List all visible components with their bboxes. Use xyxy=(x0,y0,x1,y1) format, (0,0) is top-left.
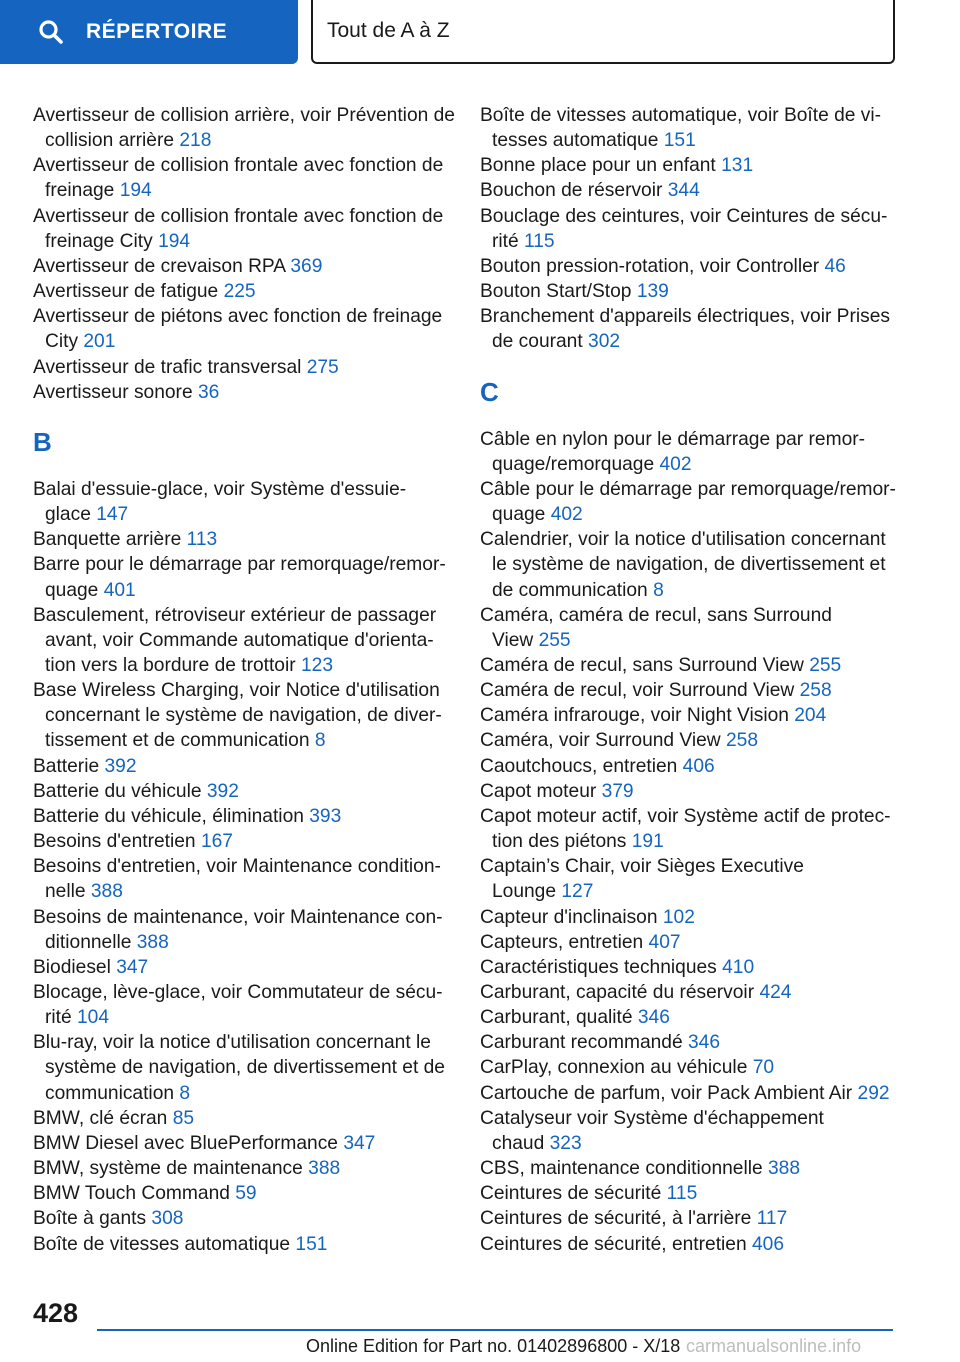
entry-text: CBS, maintenance conditionnelle xyxy=(480,1158,763,1180)
page-link[interactable]: 392 xyxy=(104,755,137,777)
index-entry xyxy=(480,779,900,804)
index-entry xyxy=(480,178,900,203)
page-link[interactable]: 344 xyxy=(667,180,700,202)
index-entry xyxy=(480,1005,900,1030)
footer-divider xyxy=(97,1329,893,1331)
page-link[interactable]: 258 xyxy=(726,730,759,752)
section-letter: B xyxy=(33,426,52,457)
page-link[interactable]: 36 xyxy=(197,381,220,403)
page-link[interactable]: 393 xyxy=(309,805,342,827)
index-entry xyxy=(33,1181,453,1206)
entry-text: Batterie du véhicule, élimination xyxy=(33,805,304,827)
page-link[interactable]: 255 xyxy=(538,629,571,651)
page-link[interactable]: 151 xyxy=(663,130,696,152)
index-entry xyxy=(480,153,900,178)
index-entry xyxy=(480,905,900,930)
page-link[interactable]: 388 xyxy=(136,931,169,953)
entry-text: Blu-ray, voir la notice d'utilisation concernant le xyxy=(33,1032,431,1054)
page-link[interactable]: 131 xyxy=(721,155,754,177)
tab-index[interactable] xyxy=(0,0,298,64)
entry-text: Bonne place pour un enfant xyxy=(480,155,716,177)
entry-text: Boîte à gants xyxy=(33,1208,147,1230)
page-link[interactable]: 402 xyxy=(550,504,583,526)
entry-text: quage/remorquage xyxy=(492,453,655,475)
entry-text: quage xyxy=(492,504,546,526)
page-link[interactable]: 302 xyxy=(588,331,621,353)
entry-text: Caméra de recul, voir Surround View xyxy=(480,680,795,702)
page-link[interactable]: 346 xyxy=(637,1007,670,1029)
entry-text: Caoutchoucs, entretien xyxy=(480,755,678,777)
page-link[interactable]: 127 xyxy=(561,881,594,903)
entry-text: Avertisseur de fatigue xyxy=(33,281,219,303)
entry-text: rité xyxy=(45,1007,72,1029)
page-link[interactable]: 406 xyxy=(751,1233,784,1255)
page-link[interactable]: 8 xyxy=(314,730,326,752)
page-link[interactable]: 139 xyxy=(636,281,669,303)
entry-text: Carburant, qualité xyxy=(480,1007,633,1029)
entry-text: Blocage, lève-glace, voir Commutateur de sécu- xyxy=(33,982,443,1003)
page-link[interactable]: 147 xyxy=(96,504,129,526)
page-link[interactable]: 102 xyxy=(662,906,695,928)
index-entry xyxy=(33,380,453,405)
entry-text: de communication xyxy=(492,579,648,601)
page-link[interactable]: 347 xyxy=(116,956,149,978)
entry-text: système de navigation, de divertissement et de xyxy=(45,1057,445,1079)
index-entry xyxy=(480,703,900,728)
page-link[interactable]: 104 xyxy=(77,1007,110,1029)
entry-text: rité xyxy=(492,230,519,252)
page-footer xyxy=(0,1290,960,1362)
page-link[interactable]: 113 xyxy=(186,529,218,551)
entry-text: nelle xyxy=(45,881,86,903)
index-entry xyxy=(480,1106,900,1156)
index-entry xyxy=(33,754,453,779)
entry-text: Avertisseur de collision arrière, voir Prévention de xyxy=(33,105,455,126)
page-link[interactable]: 410 xyxy=(722,956,755,978)
index-entry xyxy=(33,153,453,203)
page-link[interactable]: 117 xyxy=(756,1208,788,1230)
page-link[interactable]: 258 xyxy=(799,680,832,702)
entry-text: quage xyxy=(45,579,99,601)
page-link[interactable]: 369 xyxy=(290,255,323,277)
entry-text: Capteurs, entretien xyxy=(480,931,644,953)
index-entry xyxy=(33,103,453,153)
entry-text: Barre pour le démarrage par remorquage/remor- xyxy=(33,554,446,576)
index-entry xyxy=(480,1081,900,1106)
entry-text: Captain’s Chair, voir Sièges Executive xyxy=(480,856,804,878)
page-link[interactable]: 388 xyxy=(90,881,123,903)
entry-text: Bouclage des ceintures, voir Ceintures de sécu- xyxy=(480,205,888,227)
index-entry xyxy=(33,854,453,904)
index-entry xyxy=(480,204,900,254)
page-link[interactable]: 167 xyxy=(200,831,233,853)
index-entry xyxy=(33,1106,453,1131)
entry-text: le système de navigation, de divertissement et xyxy=(492,554,886,576)
top-navigation xyxy=(0,0,960,66)
entry-text: ditionnelle xyxy=(45,931,132,953)
page-link[interactable]: 225 xyxy=(223,281,256,303)
entry-text: Banquette arrière xyxy=(33,529,182,551)
index-entry xyxy=(33,779,453,804)
entry-text: Besoins d'entretien, voir Maintenance condition- xyxy=(33,856,441,878)
index-entry xyxy=(480,804,900,854)
page-link[interactable]: 46 xyxy=(824,255,846,277)
index-entry xyxy=(33,254,453,279)
page-link[interactable]: 255 xyxy=(809,654,842,676)
index-entry xyxy=(33,279,453,304)
index-entry xyxy=(480,304,900,354)
tab-a-to-z[interactable]: Tout de A à Z xyxy=(311,0,895,64)
index-entry xyxy=(480,955,900,980)
entry-text: Bouchon de réservoir xyxy=(480,180,663,202)
page-link[interactable]: 275 xyxy=(306,356,339,378)
index-entry xyxy=(33,955,453,980)
entry-text: Avertisseur sonore xyxy=(33,381,193,403)
index-entry xyxy=(480,1181,900,1206)
page-link[interactable]: 201 xyxy=(83,331,116,353)
index-entry xyxy=(480,103,900,153)
index-entry xyxy=(480,1206,900,1231)
entry-text: Avertisseur de crevaison RPA xyxy=(33,255,286,277)
index-entry xyxy=(480,728,900,753)
index-entry xyxy=(480,653,900,678)
index-entry xyxy=(480,1232,900,1257)
page-link[interactable]: 406 xyxy=(682,755,715,777)
page-link[interactable]: 388 xyxy=(768,1158,801,1180)
page-link[interactable]: 292 xyxy=(857,1082,890,1104)
index-entry xyxy=(33,804,453,829)
entry-text: Lounge xyxy=(492,881,557,903)
watermark-text: carmanualsonline.info xyxy=(686,1336,862,1356)
page-link[interactable]: 85 xyxy=(172,1107,195,1129)
index-entry xyxy=(480,1030,900,1055)
entry-text: Batterie du véhicule xyxy=(33,780,202,802)
index-entry xyxy=(33,552,453,602)
index-entry xyxy=(33,204,453,254)
entry-text: Avertisseur de trafic transversal xyxy=(33,356,302,378)
index-entry xyxy=(480,930,900,955)
index-entry xyxy=(33,980,453,1030)
page-link[interactable]: 123 xyxy=(300,654,333,676)
entry-text: freinage City xyxy=(45,230,153,252)
entry-text: Carburant recommandé xyxy=(480,1032,683,1054)
index-entry xyxy=(33,304,453,354)
entry-text: freinage xyxy=(45,180,115,202)
entry-text: BMW Diesel avec BluePerformance xyxy=(33,1132,338,1154)
entry-text: communication xyxy=(45,1082,175,1104)
page-link[interactable]: 8 xyxy=(179,1082,191,1104)
page-link[interactable]: 323 xyxy=(549,1132,582,1154)
index-entry xyxy=(33,829,453,854)
entry-text: BMW Touch Command xyxy=(33,1183,230,1205)
entry-text: Caméra infrarouge, voir Night Vision xyxy=(480,705,789,727)
index-entry xyxy=(33,678,453,753)
entry-text: View xyxy=(492,629,534,651)
page-link[interactable]: 218 xyxy=(179,130,212,152)
entry-text: Boîte de vitesses automatique xyxy=(33,1233,291,1255)
entry-text: concernant le système de navigation, de diver- xyxy=(45,705,442,727)
page-link[interactable]: 70 xyxy=(752,1057,775,1079)
index-entry xyxy=(480,603,900,653)
entry-text: Besoins d'entretien xyxy=(33,831,196,853)
index-entry xyxy=(33,527,453,552)
entry-text: tissement et de communication xyxy=(45,730,310,752)
index-entry xyxy=(480,1156,900,1181)
index-entry xyxy=(33,477,453,527)
entry-text: Base Wireless Charging, voir Notice d'utilisation xyxy=(33,680,440,702)
page-link[interactable]: 59 xyxy=(235,1183,257,1205)
page-link[interactable]: 191 xyxy=(631,831,664,853)
section-letter: C xyxy=(480,376,499,407)
page-number: 428 xyxy=(33,1298,79,1328)
search-icon xyxy=(38,19,64,45)
entry-text: Bouton pression-rotation, voir Controller xyxy=(480,255,820,277)
page-link[interactable]: 388 xyxy=(308,1158,341,1180)
page-link[interactable]: 194 xyxy=(158,230,191,252)
page-link[interactable]: 204 xyxy=(794,705,827,727)
index-entry xyxy=(480,527,900,602)
page-link[interactable]: 424 xyxy=(759,982,792,1003)
entry-text: Besoins de maintenance, voir Maintenance con- xyxy=(33,906,443,928)
entry-text: Bouton Start/Stop xyxy=(480,281,632,303)
page-link[interactable]: 151 xyxy=(295,1233,328,1255)
page-link[interactable]: 407 xyxy=(648,931,681,953)
page-link[interactable]: 392 xyxy=(206,780,239,802)
entry-text: de courant xyxy=(492,331,583,353)
index-entry xyxy=(480,477,900,527)
entry-text: tesses automatique xyxy=(492,130,659,152)
entry-text: Carburant, capacité du réservoir xyxy=(480,982,755,1003)
page-link[interactable]: 347 xyxy=(343,1132,376,1154)
index-entry xyxy=(480,854,900,904)
page-link[interactable]: 194 xyxy=(119,180,152,202)
index-entry xyxy=(480,427,900,477)
entry-text: Avertisseur de collision frontale avec fonction de xyxy=(33,155,444,177)
entry-text: tion des piétons xyxy=(492,831,627,853)
entry-text: Biodiesel xyxy=(33,956,111,978)
page-link[interactable]: 308 xyxy=(151,1208,184,1230)
entry-text: Avertisseur de piétons avec fonction de freinage xyxy=(33,306,443,328)
index-entry xyxy=(33,905,453,955)
entry-text: City xyxy=(45,331,79,353)
index-entry xyxy=(33,1131,453,1156)
entry-text: Ceintures de sécurité, à l'arrière xyxy=(480,1208,752,1230)
index-column-right xyxy=(480,103,900,1257)
index-entry xyxy=(480,678,900,703)
edition-text: Online Edition for Part no. 01402896800 - X/18 xyxy=(306,1336,681,1356)
entry-text: Batterie xyxy=(33,755,100,777)
entry-text: Basculement, rétroviseur extérieur de passager xyxy=(33,604,437,626)
entry-text: Branchement d'appareils électriques, voir Prises xyxy=(480,306,890,328)
index-entry xyxy=(480,254,900,279)
page-link[interactable]: 346 xyxy=(687,1032,720,1054)
page-link[interactable]: 115 xyxy=(666,1183,698,1205)
index-entry xyxy=(33,1156,453,1181)
entry-text: Ceintures de sécurité xyxy=(480,1183,662,1205)
index-entry xyxy=(33,603,453,678)
index-entry xyxy=(33,1206,453,1231)
index-entry xyxy=(33,1030,453,1105)
entry-text: Capot moteur actif, voir Système actif de protec- xyxy=(480,805,891,827)
entry-text: chaud xyxy=(492,1132,545,1154)
page-link[interactable]: 401 xyxy=(103,579,136,601)
entry-text: Caméra, caméra de recul, sans Surround xyxy=(480,604,832,626)
entry-text: Capteur d'inclinaison xyxy=(480,906,658,928)
page-link[interactable]: 379 xyxy=(601,780,634,802)
index-column-left xyxy=(33,103,453,1257)
entry-text: Cartouche de parfum, voir Pack Ambient Air xyxy=(480,1082,853,1104)
entry-text: glace xyxy=(45,504,91,526)
entry-text: Câble en nylon pour le démarrage par remor- xyxy=(480,428,866,450)
index-entry xyxy=(480,279,900,304)
entry-text: Catalyseur voir Système d'échappement xyxy=(480,1107,824,1129)
index-entry xyxy=(33,355,453,380)
index-entry xyxy=(480,980,900,1005)
entry-text: tion vers la bordure de trottoir xyxy=(45,654,296,676)
entry-text: Boîte de vitesses automatique, voir Boîte de vi- xyxy=(480,105,882,126)
entry-text: Avertisseur de collision frontale avec fonction de xyxy=(33,205,444,227)
entry-text: collision arrière xyxy=(45,130,175,152)
entry-text: Calendrier, voir la notice d'utilisation concernant xyxy=(480,529,886,551)
index-entry xyxy=(480,754,900,779)
entry-text: CarPlay, connexion au véhicule xyxy=(480,1057,748,1079)
entry-text: BMW, clé écran xyxy=(33,1107,168,1129)
entry-text: BMW, système de maintenance xyxy=(33,1158,303,1180)
tab-index-label: RÉPERTOIRE xyxy=(86,20,228,43)
entry-text: Câble pour le démarrage par remorquage/remor- xyxy=(480,478,896,500)
entry-text: Balai d'essuie-glace, voir Système d'essuie- xyxy=(33,478,407,500)
entry-text: Caméra, voir Surround View xyxy=(480,730,721,752)
page-link[interactable]: 8 xyxy=(653,579,664,601)
index-entry xyxy=(33,1232,453,1257)
entry-text: Capot moteur xyxy=(480,780,597,802)
entry-text: avant, voir Commande automatique d'orienta- xyxy=(45,629,434,651)
entry-text: Ceintures de sécurité, entretien xyxy=(480,1233,747,1255)
index-entry xyxy=(480,1055,900,1080)
entry-text: Caractéristiques techniques xyxy=(480,956,717,978)
page-link[interactable]: 402 xyxy=(659,453,692,475)
page-link[interactable]: 115 xyxy=(524,230,555,252)
entry-text: Caméra de recul, sans Surround View xyxy=(480,654,804,676)
